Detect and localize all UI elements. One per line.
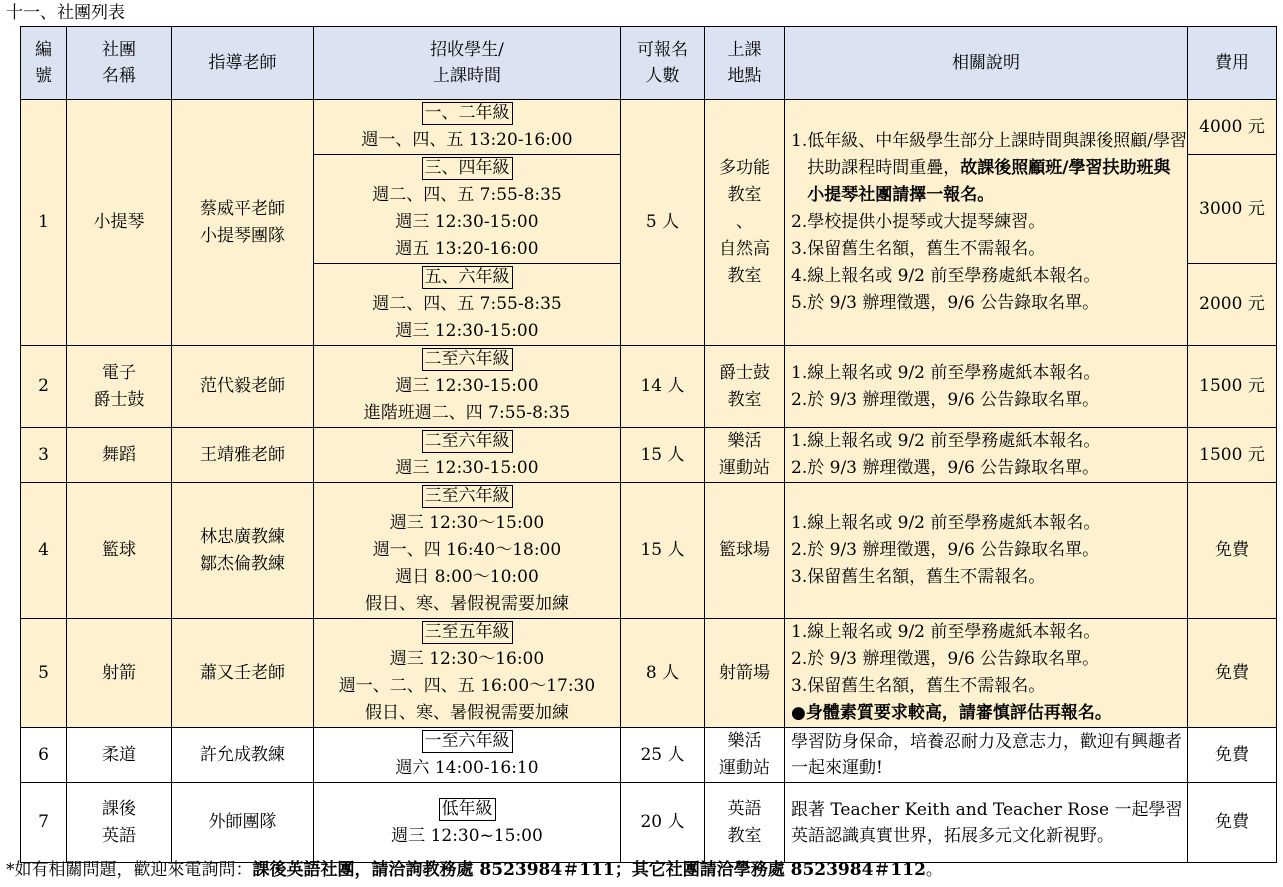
- schedule-time: 週一、四、五 13:20-16:00: [361, 130, 573, 150]
- note-item: ● 身體素質要求較高，請審慎評估再報名。: [791, 703, 1112, 723]
- header-fee: 費用: [1188, 27, 1277, 100]
- note-item: 1. 線上報名或 9/2 前至學務處紙本報名。: [791, 431, 1101, 451]
- schedule-time: 週三 12:30～16:00: [389, 649, 545, 669]
- note-item: 5. 於 9/3 辦理徵選，9/6 公告錄取名單。: [791, 293, 1100, 313]
- club-place: 籃球場: [705, 483, 785, 619]
- club-name: 籃球: [67, 483, 172, 619]
- club-name: 電子 爵士鼓: [67, 346, 172, 428]
- header-teacher: 指導老師: [172, 27, 314, 100]
- schedule-time: 週二、四、五 7:55-8:35: [372, 294, 562, 314]
- club-place: 多功能 教室 、 自然高 教室: [705, 100, 785, 346]
- club-capacity: 15 人: [621, 483, 705, 619]
- club-capacity: 8 人: [621, 619, 705, 728]
- club-capacity: 20 人: [621, 783, 705, 863]
- club-place: 英語 教室: [705, 783, 785, 863]
- footer-prefix: *如有相關問題，歡迎來電詢問：: [6, 860, 253, 880]
- grade-label: 五、六年級: [422, 266, 513, 289]
- grade-label: 一、二年級: [422, 102, 513, 125]
- club-notes: [785, 483, 1188, 619]
- schedule-time: 假日、寒、暑假視需要加練: [365, 594, 569, 614]
- club-teacher: 范代毅老師: [172, 346, 314, 428]
- note-item: 1. 低年級、中年級學生部分上課時間與課後照顧/學習扶助課程時間重疊，故課後照顧班/學習扶助班與小提琴社團請擇一報名。: [791, 131, 1187, 205]
- club-schedule: [314, 100, 621, 155]
- table-row: [21, 346, 1277, 428]
- club-no: 4: [21, 483, 67, 619]
- club-name: 小提琴: [67, 100, 172, 346]
- note-item: 3. 保留舊生名額，舊生不需報名。: [791, 239, 1046, 259]
- club-schedule: [314, 264, 621, 346]
- club-teacher: 蔡威平老師 小提琴團隊: [172, 100, 314, 346]
- grade-label: 二至六年級: [422, 348, 513, 371]
- note-item: 1. 線上報名或 9/2 前至學務處紙本報名。: [791, 513, 1101, 533]
- table-row: [21, 619, 1277, 728]
- table-row: [21, 783, 1277, 863]
- header-club-name: 社團 名稱: [67, 27, 172, 100]
- club-teacher: 林忠廣教練 鄒杰倫教練: [172, 483, 314, 619]
- schedule-time: 週三 12:30-15:00: [395, 321, 539, 341]
- club-notes: [785, 428, 1188, 483]
- note-item: 2. 於 9/3 辦理徵選，9/6 公告錄取名單。: [791, 649, 1100, 669]
- club-no: 7: [21, 783, 67, 863]
- club-fee: 3000 元: [1188, 155, 1277, 264]
- club-place: 射箭場: [705, 619, 785, 728]
- club-capacity: 15 人: [621, 428, 705, 483]
- club-notes: [785, 619, 1188, 728]
- club-fee: 免費: [1188, 783, 1277, 863]
- table-row: [21, 728, 1277, 783]
- club-name: 舞蹈: [67, 428, 172, 483]
- footer-suffix: 。: [925, 860, 943, 880]
- club-schedule: [314, 346, 621, 428]
- club-teacher: 王靖雅老師: [172, 428, 314, 483]
- club-schedule: [314, 428, 621, 483]
- schedule-time: 週三 12:30~15:00: [391, 825, 543, 846]
- club-no: 5: [21, 619, 67, 728]
- section-heading: 十一、社團列表: [6, 3, 125, 23]
- club-teacher: 蕭又壬老師: [172, 619, 314, 728]
- schedule-time: 週三 12:30～15:00: [389, 513, 545, 533]
- club-no: 3: [21, 428, 67, 483]
- note-item: 2. 於 9/3 辦理徵選，9/6 公告錄取名單。: [791, 389, 1100, 410]
- schedule-time: 週三 12:30-15:00: [395, 212, 539, 232]
- note-item: 4. 線上報名或 9/2 前至學務處紙本報名。: [791, 266, 1101, 286]
- note-item: 1. 線上報名或 9/2 前至學務處紙本報名。: [791, 622, 1101, 642]
- table-row: [21, 100, 1277, 155]
- club-fee: 2000 元: [1188, 264, 1277, 346]
- club-notes: [785, 100, 1188, 346]
- grade-label: 三至五年級: [422, 621, 513, 644]
- schedule-time: 週二、四、五 7:55-8:35: [372, 185, 562, 205]
- club-fee: 1500 元: [1188, 428, 1277, 483]
- header-row: [21, 27, 1277, 100]
- club-name: 射箭: [67, 619, 172, 728]
- club-no: 2: [21, 346, 67, 428]
- schedule-time: 週一、四 16:40～18:00: [372, 540, 562, 560]
- table-row: [21, 428, 1277, 483]
- grade-label: 三至六年級: [422, 485, 513, 508]
- grade-label: 三、四年級: [422, 157, 513, 180]
- club-name: 課後 英語: [67, 783, 172, 863]
- club-teacher: 許允成教練: [172, 728, 314, 783]
- club-fee: 1500 元: [1188, 346, 1277, 428]
- club-schedule: [314, 619, 621, 728]
- club-place: 樂活 運動站: [705, 428, 785, 483]
- club-capacity: 25 人: [621, 728, 705, 783]
- note-item: 2. 學校提供小提琴或大提琴練習。: [791, 212, 1046, 232]
- schedule-time: 週三 12:30-15:00: [395, 458, 539, 478]
- schedule-time: 假日、寒、暑假視需要加練: [365, 703, 569, 723]
- grade-label: 低年級: [439, 798, 496, 821]
- club-schedule: [314, 155, 621, 264]
- club-capacity: 5 人: [621, 100, 705, 346]
- club-fee: 免費: [1188, 619, 1277, 728]
- note-item: 3. 保留舊生名額，舊生不需報名。: [791, 567, 1046, 587]
- footer-contact: 課後英語社團，請洽詢教務處 8523984＃111；其它社團請洽學務處 8523984＃112: [252, 860, 926, 880]
- club-notes: [785, 346, 1188, 428]
- grade-label: 二至六年級: [422, 430, 513, 453]
- club-schedule: [314, 483, 621, 619]
- note-item: 3. 保留舊生名額，舊生不需報名。: [791, 676, 1046, 696]
- header-capacity: 可報名 人數: [621, 27, 705, 100]
- club-table: [20, 26, 1277, 863]
- note-item: 2. 於 9/3 辦理徵選，9/6 公告錄取名單。: [791, 540, 1100, 560]
- schedule-time: 週三 12:30-15:00: [395, 376, 539, 396]
- club-no: 6: [21, 728, 67, 783]
- header-place: 上課 地點: [705, 27, 785, 100]
- club-description: 學習防身保命，培養忍耐力及意志力，歡迎有興趣者一起來運動!: [785, 728, 1188, 783]
- schedule-time: 週六 14:00-16:10: [395, 758, 539, 778]
- header-description: 相關說明: [785, 27, 1188, 100]
- schedule-time: 進階班週二、四 7:55-8:35: [363, 403, 571, 423]
- club-schedule: [314, 728, 621, 783]
- schedule-time: 週五 13:20-16:00: [395, 239, 539, 259]
- club-fee: 4000 元: [1188, 100, 1277, 155]
- header-no: 編 號: [21, 27, 67, 100]
- schedule-time: 週一、二、四、五 16:00～17:30: [338, 676, 596, 696]
- grade-label: 一至六年級: [422, 730, 513, 753]
- header-students: 招收學生/ 上課時間: [314, 27, 621, 100]
- note-item: 2. 於 9/3 辦理徵選，9/6 公告錄取名單。: [791, 458, 1100, 478]
- club-place: 爵士鼓 教室: [705, 346, 785, 428]
- table-row: [21, 483, 1277, 619]
- club-schedule: [314, 783, 621, 863]
- club-fee: 免費: [1188, 728, 1277, 783]
- club-no: 1: [21, 100, 67, 346]
- contact-footer: [6, 858, 943, 882]
- club-capacity: 14 人: [621, 346, 705, 428]
- club-name: 柔道: [67, 728, 172, 783]
- club-place: 樂活 運動站: [705, 728, 785, 783]
- note-item: 1. 線上報名或 9/2 前至學務處紙本報名。: [791, 362, 1101, 383]
- club-description: 跟著 Teacher Keith and Teacher Rose 一起學習英語認識真實世界，拓展多元文化新視野。: [785, 783, 1188, 863]
- schedule-time: 週日 8:00～10:00: [395, 567, 539, 587]
- club-fee: 免費: [1188, 483, 1277, 619]
- club-teacher: 外師團隊: [172, 783, 314, 863]
